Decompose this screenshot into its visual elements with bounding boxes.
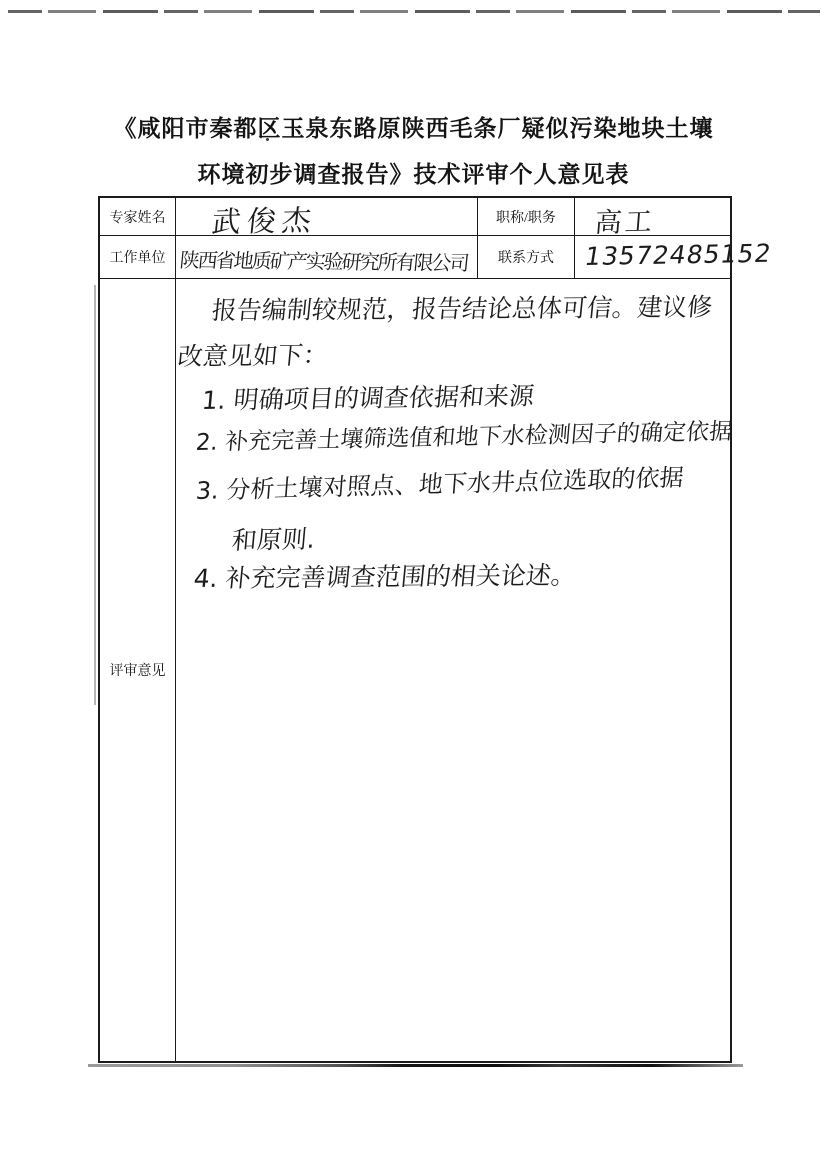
job-title-value-cell (575, 198, 730, 239)
page-title-line-2: 环境初步调查报告》技术评审个人意见表 (197, 162, 630, 187)
review-opinion-body-cell (176, 279, 734, 1061)
contact-value-cell (575, 236, 774, 279)
review-line-2: 改意见如下： (176, 340, 330, 371)
review-line-4: 2. 补充完善土壤筛选值和地下水检测因子的确定依据 (194, 418, 734, 456)
review-line-3: 1. 明确项目的调查依据和来源 (200, 381, 536, 415)
scan-artifact-bottom-smear (88, 1064, 743, 1067)
contact-phone-handwritten: 13572485152 (582, 238, 774, 271)
review-line-7: 4. 补充完善调查范围的相关论述。 (192, 560, 578, 593)
contact-label-cell (478, 236, 575, 279)
scan-artifact-left-ghost (94, 285, 96, 705)
review-form-table (98, 196, 774, 1063)
work-unit-handwritten: 陕西省地质矿产实验研究所有限公司 (178, 248, 469, 276)
contact-label: 联系方式 (498, 251, 554, 266)
job-title-handwritten: 高工 (593, 206, 657, 239)
review-opinion-label-cell (100, 279, 176, 1061)
review-line-6: 和原则. (230, 524, 317, 555)
expert-name-label: 专家姓名 (109, 210, 166, 226)
work-unit-label: 工作单位 (109, 251, 166, 266)
job-title-label-cell (478, 198, 575, 236)
work-unit-label-cell (100, 236, 176, 279)
review-opinion-label: 评审意见 (109, 664, 166, 679)
review-line-1: 报告编制较规范，报告结论总体可信。建议修 (210, 292, 714, 325)
expert-name-label-cell (100, 198, 176, 236)
review-line-5: 3. 分析土壤对照点、地下水井点位选取的依据 (194, 463, 685, 505)
job-title-label: 职称/职务 (496, 210, 556, 226)
expert-name-handwritten: 武俊杰 (210, 203, 319, 239)
scan-artifact-top-line (8, 10, 820, 13)
work-unit-value-cell (176, 236, 478, 279)
expert-name-value-cell (176, 198, 478, 239)
page-title-line-1: 《咸阳市秦都区玉泉东路原陕西毛条厂疑似污染地块土壤 (113, 116, 714, 141)
